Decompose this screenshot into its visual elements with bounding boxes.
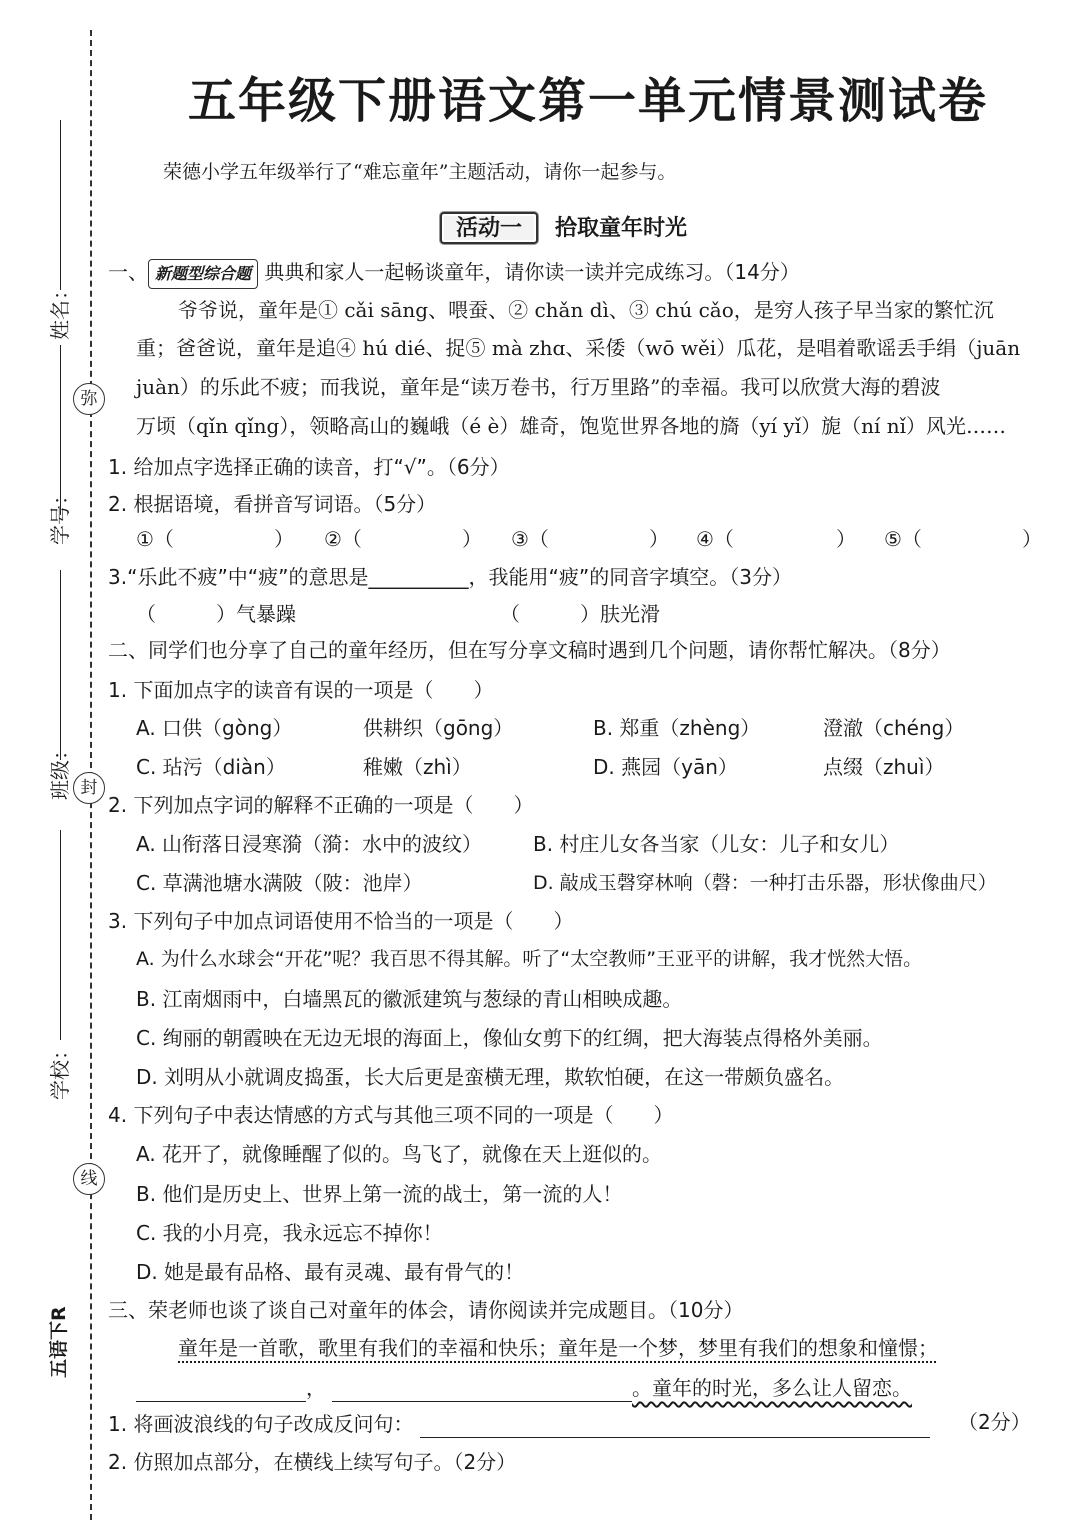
blank-4-close: ） [836, 527, 856, 551]
q2-s2-opt-c: C. 草满池塘水满陂（陂：池岸） [136, 871, 423, 895]
q1-passage-line-3: juàn）的乐此不疲；而我说，童年是“读万卷书，行万里路”的幸福。我可以欣赏大海的碧波 [136, 375, 941, 399]
blank-2-close: ） [462, 527, 482, 551]
q3-s1-score: （2分） [958, 1410, 1031, 1434]
q2-s3-opt-b: B. 江南烟雨中，白墙黑瓦的徽派建筑与葱绿的青山相映成趣。 [136, 987, 683, 1011]
blank-3-close: ） [649, 527, 669, 551]
q2-s2-opt-a: A. 山衔落日浸寒漪（漪：水中的波纹） [136, 832, 483, 856]
q2-s4: 4. 下列句子中表达情感的方式与其他三项不同的一项是（ ） [108, 1103, 674, 1127]
binding-margin [0, 0, 110, 1528]
intro-text: 荣德小学五年级举行了“难忘童年”主题活动，请你一起参与。 [163, 161, 677, 183]
q1-sub1: 1. 给加点字选择正确的读音，打“√”。（6分） [108, 455, 510, 479]
q2-s3-opt-c: C. 绚丽的朝霞映在无边无垠的海面上，像仙女剪下的红绸，把大海装点得格外美丽。 [136, 1026, 883, 1050]
q2-s3-opt-a: A. 为什么水球会“开花”呢？我百思不得其解。听了“太空教师”王亚平的讲解，我才恍然大悟。 [136, 948, 923, 970]
q2-s2-opt-d: D. 敲成玉磬穿林响（磬：一种打击乐器，形状像曲尺） [533, 872, 997, 894]
blank-2-open: ②（ [324, 527, 362, 551]
activity-badge: 活动一 [440, 212, 538, 244]
name-label: 姓名： [48, 280, 72, 340]
school-line [60, 830, 61, 1040]
q2-s2-opt-b: B. 村庄儿女各当家（儿女：儿子和女儿） [533, 832, 900, 856]
class-label: 班级： [48, 740, 72, 800]
school-label: 学校： [48, 1040, 72, 1100]
blank-4-open: ④（ [696, 527, 734, 551]
blank-5-open: ⑤（ [884, 527, 922, 551]
q2-s1-opt-c2: 稚嫩（zhì） [363, 755, 472, 779]
q1-heading: 一、 新题型综合题 典典和家人一起畅谈童年，请你读一读并完成练习。（14分） [108, 258, 800, 289]
q3-passage-line-1: 童年是一首歌，歌里有我们的幸福和快乐；童年是一个梦，梦里有我们的想象和憧憬； [178, 1336, 938, 1360]
q1-sub3-b: （ ）肤光滑 [500, 602, 660, 626]
q2-s2: 2. 下列加点字词的解释不正确的一项是（ ） [108, 793, 534, 817]
q3-write-blank-2[interactable] [332, 1379, 632, 1402]
edition-label: 五语下R [48, 1306, 70, 1378]
new-type-badge: 新题型综合题 [148, 259, 258, 289]
q1-passage-line-1: 爷爷说，童年是① cǎi sāng、喂蚕、② chǎn dì、③ chú cǎo，是穷人孩子早当家的繁忙沉 [178, 298, 994, 322]
class-line [60, 570, 61, 760]
seal-char-mi: 弥 [73, 383, 105, 415]
q1-sub2: 2. 根据语境，看拼音写词语。（5分） [108, 492, 437, 516]
q3-s1-answer-line[interactable] [420, 1415, 930, 1438]
blank-5-close: ） [1022, 527, 1042, 551]
q2-heading: 二、同学们也分享了自己的童年经历，但在写分享文稿时遇到几个问题，请你帮忙解决。（8分） [108, 638, 951, 662]
blank-1-open: ①（ [136, 527, 174, 551]
q1-sub3-a: （ ）气暴躁 [136, 602, 296, 626]
blank-1-close: ） [274, 527, 294, 551]
q3-passage-line-2: ， 。童年的时光，多么让人留恋。 [136, 1374, 912, 1402]
seal-char-xian: 线 [73, 1163, 105, 1195]
q2-s4-opt-c: C. 我的小月亮，我永远忘不掉你！ [136, 1221, 443, 1245]
q2-s3: 3. 下列句子中加点词语使用不恰当的一项是（ ） [108, 909, 574, 933]
q2-s4-opt-b: B. 他们是历史上、世界上第一流的战士，第一流的人！ [136, 1182, 623, 1206]
q2-s1-opt-b2: 澄澈（chéng） [823, 716, 965, 740]
q3-s1: 1. 将画波浪线的句子改成反问句： [108, 1410, 930, 1438]
q2-s4-opt-d: D. 她是最有品格、最有灵魂、最有骨气的！ [136, 1260, 525, 1284]
q3-s2: 2. 仿照加点部分，在横线上续写句子。（2分） [108, 1450, 517, 1474]
q2-s1-opt-a1: A. 口供（gòng） [136, 716, 293, 740]
q2-s1: 1. 下面加点字的读音有误的一项是（ ） [108, 678, 494, 702]
q1-passage-line-4: 万顷（qǐn qǐng），领略高山的巍峨（é è）雄奇，饱览世界各地的旖（yí yǐ）旎（ní nǐ）风光…… [136, 414, 1007, 438]
q2-s1-opt-c1: C. 玷污（diàn） [136, 755, 286, 779]
q1-passage-line-2: 重；爸爸说，童年是追④ hú dié、捉⑤ mà zhɑ、采倭（wō wěi）瓜花，是唱着歌谣丢手绢（juān [136, 336, 1021, 360]
q2-s1-opt-a2: 供耕织（gōng） [363, 716, 514, 740]
exam-title: 五年级下册语文第一单元情景测试卷 [188, 73, 989, 129]
q2-s1-opt-d1: D. 燕园（yān） [593, 755, 738, 779]
q2-s3-opt-d: D. 刘明从小就调皮捣蛋，长大后更是蛮横无理，欺软怕硬，在这一带颇负盛名。 [136, 1065, 845, 1089]
name-line [60, 120, 61, 290]
q3-heading: 三、荣老师也谈了谈自己对童年的体会，请你阅读并完成题目。（10分） [108, 1298, 744, 1322]
q2-s1-opt-d2: 点缀（zhuì） [823, 755, 945, 779]
q2-s4-opt-a: A. 花开了，就像睡醒了似的。鸟飞了，就像在天上逛似的。 [136, 1142, 663, 1166]
student-id-label: 学号： [48, 485, 72, 545]
q2-s1-opt-b1: B. 郑重（zhèng） [593, 716, 761, 740]
activity-title: 拾取童年时光 [555, 216, 688, 241]
q3-write-blank-1[interactable] [136, 1379, 306, 1402]
q1-sub3: 3.“乐此不疲”中“疲”的意思是__________，我能用“疲”的同音字填空。（3分） [108, 565, 792, 589]
activity-header [440, 212, 687, 244]
seal-char-feng: 封 [73, 772, 105, 804]
blank-3-open: ③（ [511, 527, 549, 551]
